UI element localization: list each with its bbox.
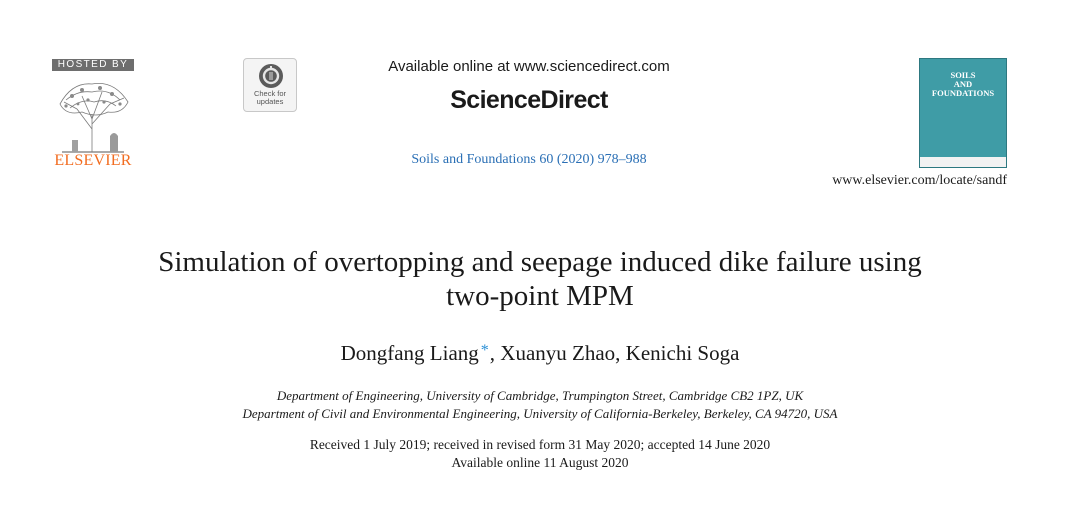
author-name-liang[interactable]: Dongfang Liang <box>340 341 479 365</box>
check-for-updates-line2: updates <box>256 97 284 106</box>
paper-title-line2: two-point MPM <box>446 280 634 312</box>
author-names-others[interactable]: , Xuanyu Zhao, Kenichi Soga <box>489 341 740 365</box>
affiliation-cambridge: Department of Engineering, University of Cambridge, Trumpington Street, Cambridge CB2 1PZ, UK <box>276 388 804 403</box>
available-online-text: Available online at www.sciencedirect.com <box>388 58 670 75</box>
affiliation-berkeley: Department of Civil and Environmental Engineering, University of California-Berkeley, Berkeley, CA 94720, USA <box>242 406 838 421</box>
corresponding-author-asterisk[interactable]: * <box>480 342 489 359</box>
sciencedirect-logo[interactable]: ScienceDirect <box>450 86 608 114</box>
journal-citation-link[interactable]: Soils and Foundations 60 (2020) 978–988 <box>411 152 647 167</box>
cover-title-line2: AND <box>953 79 973 89</box>
paper-title <box>0 245 1080 313</box>
cover-footer-strip <box>920 157 1006 167</box>
journal-homepage-link[interactable]: www.elsevier.com/locate/sandf <box>832 173 1007 188</box>
author-list <box>0 341 1080 366</box>
received-dates: Received 1 July 2019; received in revised form 31 May 2020; accepted 14 June 2020 <box>309 437 771 452</box>
hosted-by-label: HOSTED BY <box>52 59 134 71</box>
elsevier-wordmark[interactable]: ELSEVIER <box>54 152 132 169</box>
journal-cover-image[interactable] <box>919 58 1007 168</box>
cover-title-line3: FOUNDATIONS <box>931 88 995 98</box>
paper-title-line1: Simulation of overtopping and seepage induced dike failure using <box>158 246 922 278</box>
available-online-date: Available online 11 August 2020 <box>451 455 629 470</box>
cover-title-line1: SOILS <box>950 70 976 80</box>
check-for-updates-line1: Check for <box>253 89 287 98</box>
